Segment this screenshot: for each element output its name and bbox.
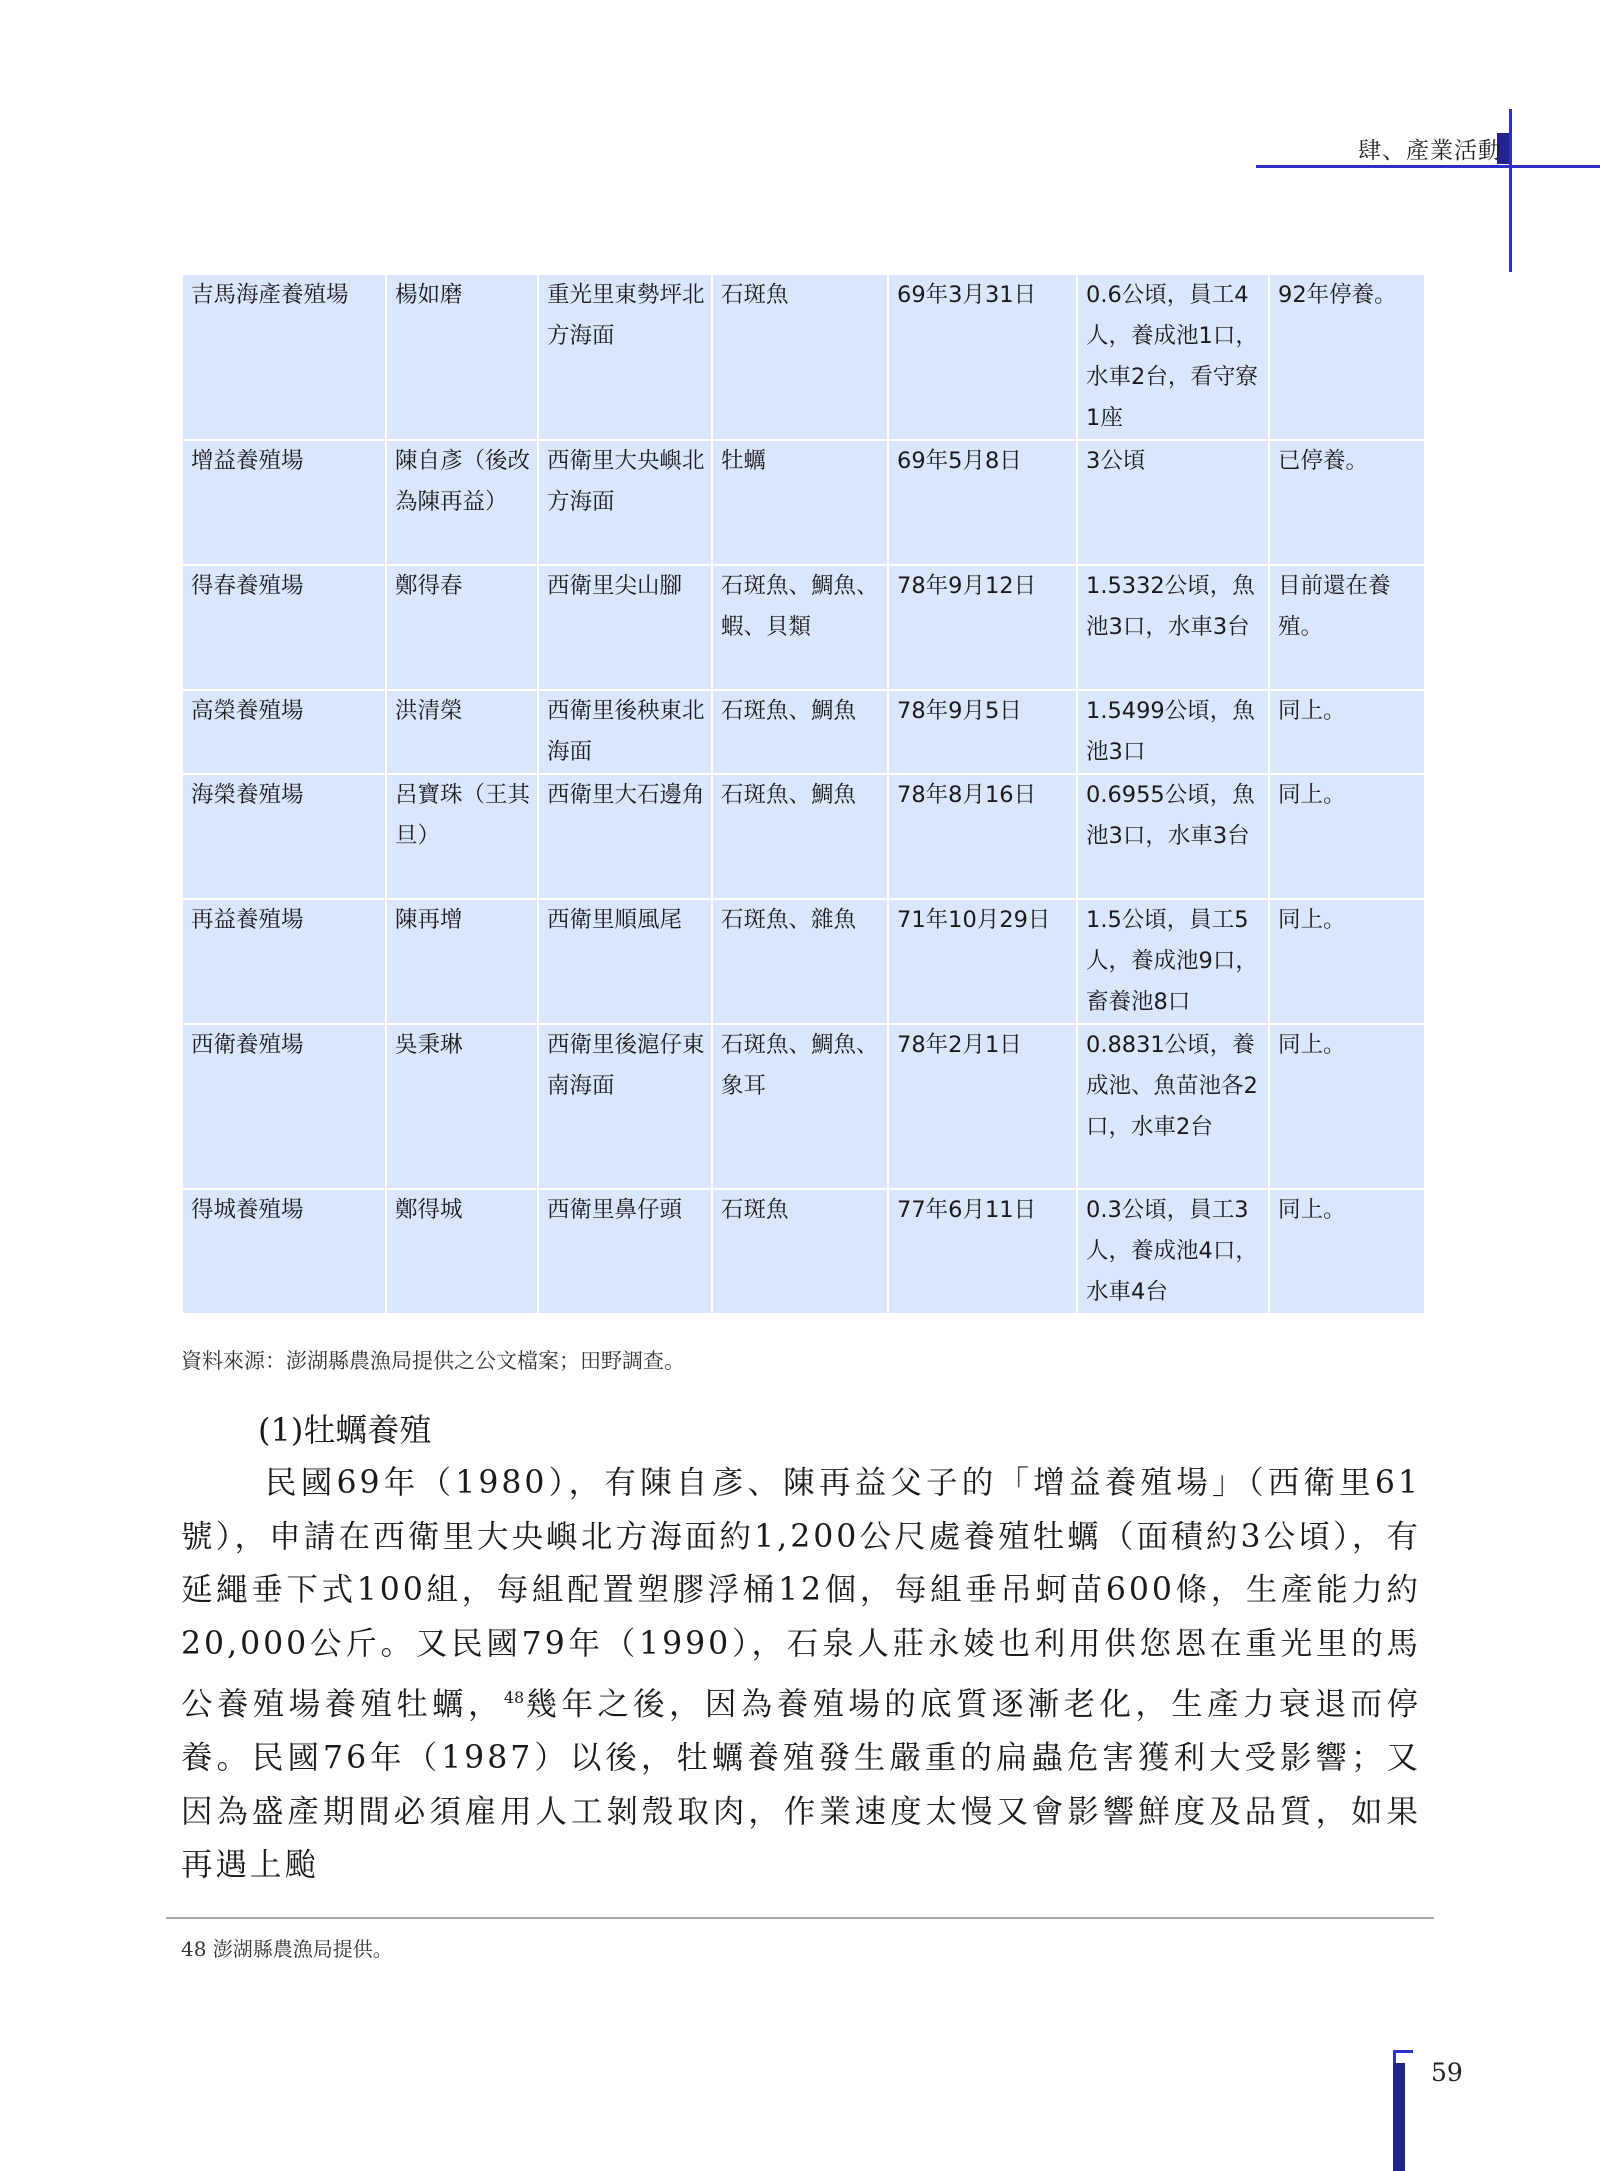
cell-status: 同上。	[1269, 1024, 1425, 1189]
source-note: 資料來源：澎湖縣農漁局提供之公文檔案；田野調查。	[181, 1349, 685, 1373]
cell-owner: 洪清榮	[386, 690, 538, 774]
cell-owner: 鄭得春	[386, 565, 538, 690]
cell-scale: 1.5公頃，員工5人，養成池9口，畜養池8口	[1077, 899, 1269, 1024]
cell-name: 高榮養殖場	[182, 690, 386, 774]
cell-date: 77年6月11日	[888, 1189, 1077, 1314]
cell-location: 西衛里大央嶼北方海面	[538, 440, 712, 565]
cell-species: 牡蠣	[712, 440, 888, 565]
cell-location: 西衛里尖山腳	[538, 565, 712, 690]
table-row	[182, 774, 1425, 899]
cell-date: 78年9月5日	[888, 690, 1077, 774]
cell-owner: 呂寶珠（王其旦）	[386, 774, 538, 899]
footnote: 48 澎湖縣農漁局提供。	[181, 1937, 393, 1961]
cell-species: 石斑魚	[712, 274, 888, 440]
cell-scale: 0.3公頃，員工3人，養成池4口，水車4台	[1077, 1189, 1269, 1314]
page-marker-bar	[1393, 2063, 1405, 2171]
cell-status: 同上。	[1269, 690, 1425, 774]
cell-scale: 0.6955公頃，魚池3口，水車3台	[1077, 774, 1269, 899]
cell-name: 再益養殖場	[182, 899, 386, 1024]
table-row	[182, 440, 1425, 565]
cell-date: 71年10月29日	[888, 899, 1077, 1024]
cell-location: 西衛里後滬仔東南海面	[538, 1024, 712, 1189]
cell-species: 石斑魚、鯛魚、象耳	[712, 1024, 888, 1189]
cell-date: 69年3月31日	[888, 274, 1077, 440]
section-heading: (1)牡蠣養殖	[258, 1411, 432, 1449]
cell-location: 重光里東勢坪北方海面	[538, 274, 712, 440]
cell-scale: 0.6公頃，員工4人，養成池1口，水車2台，看守寮1座	[1077, 274, 1269, 440]
table-body	[182, 274, 1425, 1314]
table-row	[182, 899, 1425, 1024]
cell-scale: 0.8831公頃，養成池、魚苗池各2口，水車2台	[1077, 1024, 1269, 1189]
body-paragraph	[181, 1457, 1421, 1893]
cell-status: 92年停養。	[1269, 274, 1425, 440]
cell-species: 石斑魚	[712, 1189, 888, 1314]
cell-owner: 陳自彥（後改為陳再益）	[386, 440, 538, 565]
cell-date: 78年9月12日	[888, 565, 1077, 690]
body-text-part1: 民國69年（1980），有陳自彥、陳再益父子的「增益養殖場」（西衛里61號），申請在西衛里大央嶼北方海面約1,200公尺處養殖牡蠣（面積約3公頃），有延繩垂下式100組，每組配置塑膠浮桶12個，每組垂吊蚵苗600條，生產能力約20,000公斤。又民國79年（1990），石泉人莊永婈也利用供您恩在重光里的馬公養殖場養殖牡蠣，	[181, 1465, 1421, 1723]
header-rule-vertical	[1509, 109, 1512, 272]
table-row	[182, 690, 1425, 774]
cell-name: 得春養殖場	[182, 565, 386, 690]
body-text	[181, 1457, 1421, 1893]
cell-name: 海榮養殖場	[182, 774, 386, 899]
cell-name: 增益養殖場	[182, 440, 386, 565]
cell-status: 同上。	[1269, 899, 1425, 1024]
cell-name: 吉馬海產養殖場	[182, 274, 386, 440]
table-row	[182, 565, 1425, 690]
cell-name: 西衛養殖場	[182, 1024, 386, 1189]
cell-species: 石斑魚、鯛魚	[712, 690, 888, 774]
cell-species: 石斑魚、鯛魚	[712, 774, 888, 899]
table-row	[182, 1189, 1425, 1314]
cell-scale: 3公頃	[1077, 440, 1269, 565]
cell-scale: 1.5499公頃，魚池3口	[1077, 690, 1269, 774]
header-rule-horizontal	[1256, 165, 1600, 168]
cell-status: 目前還在養殖。	[1269, 565, 1425, 690]
cell-owner: 鄭得城	[386, 1189, 538, 1314]
cell-status: 已停養。	[1269, 440, 1425, 565]
cell-owner: 陳再增	[386, 899, 538, 1024]
cell-scale: 1.5332公頃，魚池3口，水車3台	[1077, 565, 1269, 690]
cell-status: 同上。	[1269, 774, 1425, 899]
cell-date: 78年8月16日	[888, 774, 1077, 899]
cell-name: 得城養殖場	[182, 1189, 386, 1314]
chapter-title: 肆、產業活動	[1358, 138, 1502, 164]
footnote-reference[interactable]: 48	[503, 1688, 525, 1707]
cell-location: 西衛里順風尾	[538, 899, 712, 1024]
page-marker-rule-horizontal	[1393, 2050, 1413, 2053]
body-text-part2: 幾年之後，因為養殖場的底質逐漸老化，生產力衰退而停養。民國76年（1987）以後，牡蠣養殖發生嚴重的扁蟲危害獲利大受影響；又因為盛產期間必須雇用人工剝殼取肉，作業速度太慢又會影響鮮度及品質，如果再遇上颱	[181, 1686, 1421, 1883]
cell-location: 西衛里後秧東北海面	[538, 690, 712, 774]
cell-date: 78年2月1日	[888, 1024, 1077, 1189]
page-number: 59	[1431, 2058, 1463, 2087]
aquaculture-farms-table	[181, 273, 1426, 1315]
table-row	[182, 274, 1425, 440]
cell-location: 西衛里鼻仔頭	[538, 1189, 712, 1314]
footnote-divider	[166, 1917, 1434, 1919]
cell-location: 西衛里大石邊角	[538, 774, 712, 899]
cell-species: 石斑魚、鯛魚、蝦、貝類	[712, 565, 888, 690]
cell-date: 69年5月8日	[888, 440, 1077, 565]
cell-species: 石斑魚、雜魚	[712, 899, 888, 1024]
cell-owner: 吳秉琳	[386, 1024, 538, 1189]
table-row	[182, 1024, 1425, 1189]
cell-owner: 楊如磨	[386, 274, 538, 440]
cell-status: 同上。	[1269, 1189, 1425, 1314]
